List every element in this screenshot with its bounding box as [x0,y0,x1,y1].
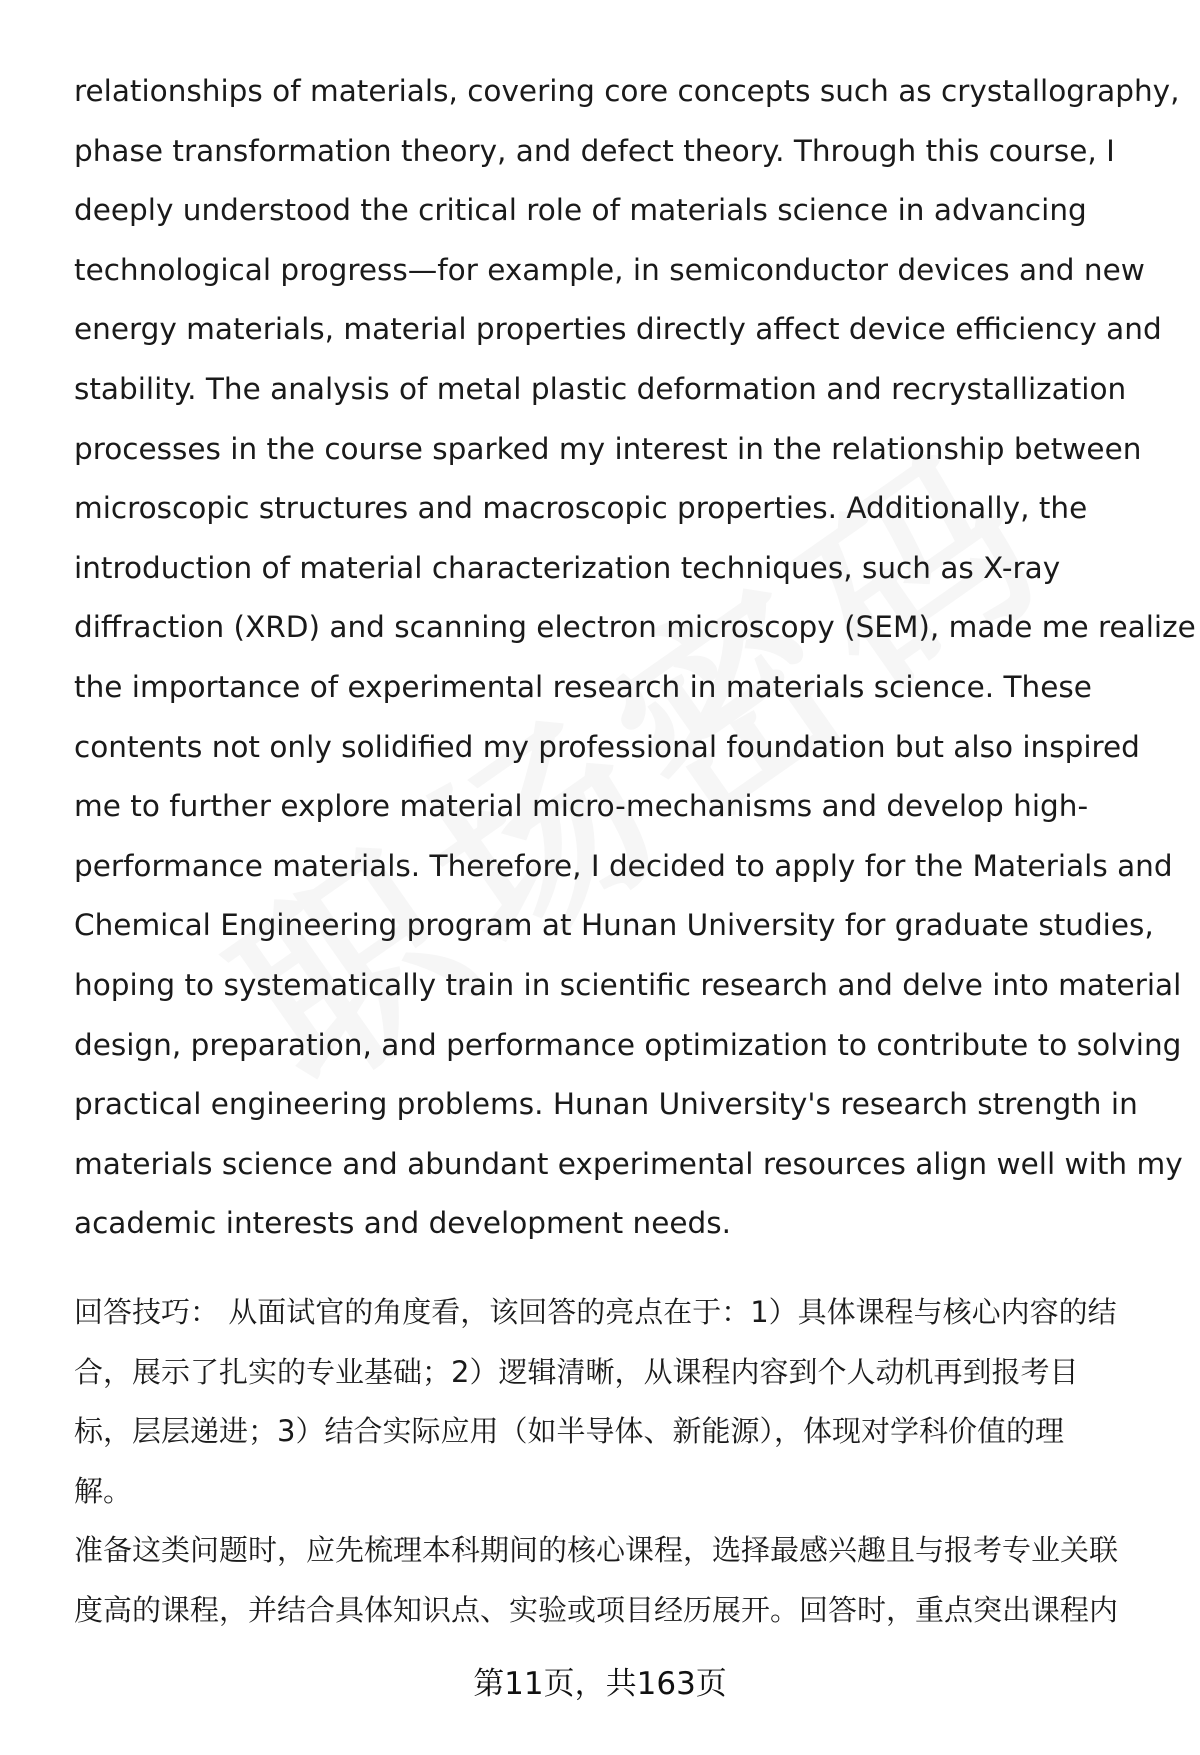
paragraph-line: performance materials. Therefore, I decided to apply for the Materials and [74,848,1173,883]
paragraph-line: relationships of materials, covering core concepts such as crystallography, [74,74,1180,108]
tips-line: 合，展示了扎实的专业基础；2）逻辑清晰，从课程内容到个人动机再到报考目 [74,1354,1079,1389]
tips-line: 解。 [74,1473,133,1508]
paragraph-line: processes in the course sparked my interest in the relationship between [74,431,1142,466]
paragraph-line: the importance of experimental research in materials science. These [74,669,1092,704]
paragraph-line: practical engineering problems. Hunan University's research strength in [74,1087,1138,1122]
paragraph-line: Chemical Engineering program at Hunan University for graduate studies, [74,908,1154,943]
paragraph-line: materials science and abundant experimental resources align well with my [74,1146,1183,1181]
answer-tips [74,1283,1154,1640]
paragraph-line: stability. The analysis of metal plastic deformation and recrystallization [74,371,1127,406]
paragraph-line: diffraction (XRD) and scanning electron microscopy (SEM), made me realize [74,610,1196,645]
paragraph-line: academic interests and development needs. [74,1206,732,1241]
tips-line: 回答技巧： 从面试官的角度看，该回答的亮点在于：1）具体课程与核心内容的结 [74,1295,1117,1329]
page-number: 第11页，共163页 [473,1666,727,1702]
paragraph-line: contents not only solidified my professional foundation but also inspired [74,729,1140,764]
paragraph-line: technological progress—for example, in semiconductor devices and new [74,252,1145,287]
paragraph-line: me to further explore material micro-mechanisms and develop high- [74,789,1089,824]
paragraph-line: design, preparation, and performance optimization to contribute to solving [74,1027,1182,1062]
tips-line: 度高的课程，并结合具体知识点、实验或项目经历展开。回答时，重点突出课程内 [74,1592,1119,1627]
paragraph-line: hoping to systematically train in scientific research and delve into material [74,967,1182,1002]
paragraph-line: microscopic structures and macroscopic properties. Additionally, the [74,491,1088,526]
tips-line: 准备这类问题时，应先梳理本科期间的核心课程，选择最感兴趣且与报考专业关联 [74,1533,1119,1567]
paragraph-line: introduction of material characterization techniques, such as X-ray [74,550,1061,585]
paragraph-line: phase transformation theory, and defect theory. Through this course, I [74,133,1115,168]
tips-line: 标，层层递进；3）结合实际应用（如半导体、新能源），体现对学科价值的理 [74,1414,1064,1448]
paragraph-line: deeply understood the critical role of materials science in advancing [74,193,1087,228]
paragraph-line: energy materials, material properties directly affect device efficiency and [74,312,1162,347]
answer-paragraph [74,62,1196,1254]
